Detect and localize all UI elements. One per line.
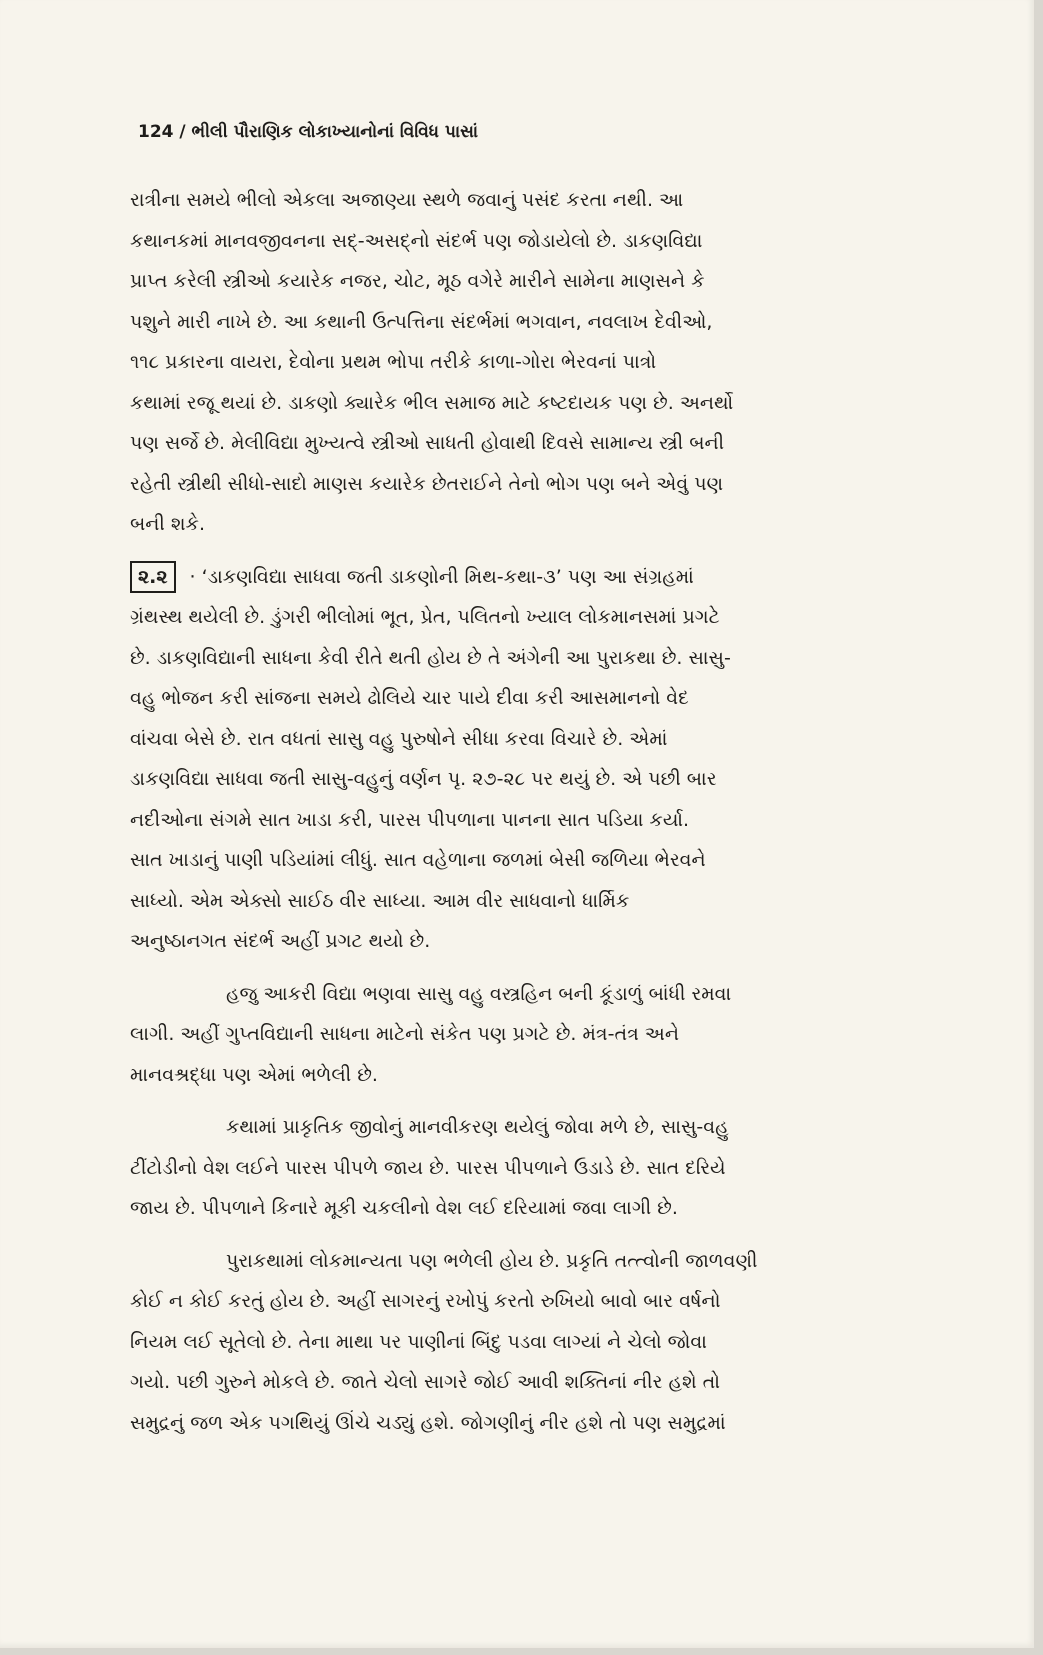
text-line: હજુ આકરી વિદ્યા ભણવા સાસુ વહુ વસ્ત્રહિન બની કૂંડાળું બાંધી રમવા [226, 982, 732, 1005]
text-line: ગ્રંથસ્થ થયેલી છે. ડુંગરી ભીલોમાં ભૂત, પ્રેત, પલિતનો ખ્યાલ લોકમાનસમાં પ્રગટે [130, 606, 720, 628]
text-line: સાત ખાડાનું પાણી પડિયાંમાં લીધું. સાત વહેળાના જળમાં બેસી જળિયા ભેરવને [130, 849, 706, 871]
section-2-2 [130, 557, 920, 962]
section-lead-text: · ‘ડાકણવિદ્યા સાધવા જતી ડાકણોની મિથ-કથા-૩’ પણ આ સંગ્રહમાં [189, 565, 694, 588]
paragraph-5 [130, 1241, 920, 1444]
text-line: બની શકે. [130, 513, 205, 535]
header-separator: / [173, 122, 192, 142]
text-line: ગયો. પછી ગુરુને મોકલે છે. જાતે ચેલો સાગરે જોઈ આવી શક્તિનાં નીર હશે તો [130, 1371, 721, 1393]
text-line: સમુદ્રનું જળ એક પગથિયું ઊંચે ચડ્યું હશે. જોગણીનું નીર હશે તો પણ સમુદ્રમાં [130, 1411, 726, 1434]
text-line: વાંચવા બેસે છે. રાત વધતાં સાસુ વહુ પુરુષોને સીધા કરવા વિચારે છે. એમાં [130, 727, 668, 750]
book-title: ભીલી પૌરાણિક લોકાખ્યાનોનાં વિવિધ પાસાં [191, 122, 479, 142]
body-text [130, 180, 920, 1443]
text-line: માનવશ્રદ્ધા પણ એમાં ભળેલી છે. [130, 1063, 378, 1086]
text-line: કોઈ ન કોઈ કરતું હોય છે. અહીં સાગરનું રખોપું કરતો રુખિયો બાવો બાર વર્ષનો [130, 1290, 721, 1312]
text-line: અનુષ્ઠાનગત સંદર્ભ અહીં પ્રગટ થયો છે. [130, 930, 431, 952]
text-line: પણ સર્જે છે. મેલીવિદ્યા મુખ્યત્વે સ્ત્રીઓ સાધતી હોવાથી દિવસે સામાન્ય સ્ત્રી બની [130, 432, 725, 454]
page-number: 124 [138, 122, 174, 142]
text-line: કથામાં રજૂ થયાં છે. ડાકણો ક્યારેક ભીલ સમાજ માટે કષ્ટદાયક પણ છે. અનર્થો [130, 391, 734, 414]
text-line: પુરાકથામાં લોકમાન્યતા પણ ભળેલી હોય છે. પ્રકૃતિ તત્ત્વોની જાળવણી [226, 1249, 758, 1272]
running-header [138, 122, 478, 142]
section-lead-line [130, 557, 920, 598]
text-line: ટીંટોડીનો વેશ લઈને પારસ પીપળે જાય છે. પારસ પીપળાને ઉડાડે છે. સાત દરિયે [130, 1156, 726, 1179]
text-line: ૧૧૮ પ્રકારના વાયરા, દેવોના પ્રથમ ભોપા તરીકે કાળા-ગોરા ભેરવનાં પાત્રો [130, 351, 657, 373]
paragraph-1 [130, 180, 920, 545]
text-line: પ્રાપ્ત કરેલી સ્ત્રીઓ કયારેક નજર, ચોટ, મૂઠ વગેરે મારીને સામેના માણસને કે [130, 270, 705, 292]
paragraph-gap [130, 962, 920, 974]
text-line: નદીઓના સંગમે સાત ખાડા કરી, પારસ પીપળાના પાનના સાત પડિયા કર્યા. [130, 808, 690, 831]
paragraph-gap [130, 1229, 920, 1241]
text-line: છે. ડાકણવિદ્યાની સાધના કેવી રીતે થતી હોય છે તે અંગેની આ પુરાકથા છે. સાસુ- [130, 646, 731, 669]
text-line: કથામાં પ્રાકૃતિક જીવોનું માનવીકરણ થયેલું જોવા મળે છે, સાસુ-વહુ [226, 1116, 729, 1138]
text-line: રહેતી સ્ત્રીથી સીધો-સાદો માણસ કયારેક છેતરાઈને તેનો ભોગ પણ બને એવું પણ [130, 472, 724, 495]
text-line: સાધ્યો. એમ એક્સો સાઈઠ વીર સાધ્યા. આમ વીર સાધવાનો ધાર્મિક [130, 889, 630, 912]
text-line: કથાનકમાં માનવજીવનના સદ્-અસદ્નો સંદર્ભ પણ જોડાયેલો છે. ડાકણવિદ્યા [130, 229, 703, 252]
text-line: રાત્રીના સમયે ભીલો એકલા અજાણ્યા સ્થળે જવાનું પસંદ કરતા નથી. આ [130, 189, 684, 211]
paragraph-4 [130, 1107, 920, 1229]
text-line: નિયમ લઈ સૂતેલો છે. તેના માથા પર પાણીનાં બિંદુ પડવા લાગ્યાં ને ચેલો જોવા [130, 1330, 707, 1353]
paragraph-gap [130, 1095, 920, 1107]
text-line: પશુને મારી નાખે છે. આ કથાની ઉત્પત્તિના સંદર્ભમાં ભગવાન, નવલાખ દેવીઓ, [130, 310, 713, 333]
paragraph-3 [130, 974, 920, 1096]
text-line: લાગી. અહીં ગુપ્તવિદ્યાની સાધના માટેનો સંકેત પણ પ્રગટે છે. મંત્ર-તંત્ર અને [130, 1023, 679, 1045]
text-line: જાય છે. પીપળાને કિનારે મૂકી ચકલીનો વેશ લઈ દરિયામાં જવા લાગી છે. [130, 1197, 678, 1219]
section-number-box: ૨.૨ [130, 561, 176, 593]
text-line: વહુ ભોજન કરી સાંજના સમયે ઢોલિયે ચાર પાયે દીવા કરી આસમાનનો વેદ [130, 687, 689, 709]
text-line: ડાકણવિદ્યા સાધવા જતી સાસુ-વહુનું વર્ણન પૃ. ૨૭-૨૮ પર થયું છે. એ પછી બાર [130, 768, 717, 790]
paragraph-gap [130, 545, 920, 557]
